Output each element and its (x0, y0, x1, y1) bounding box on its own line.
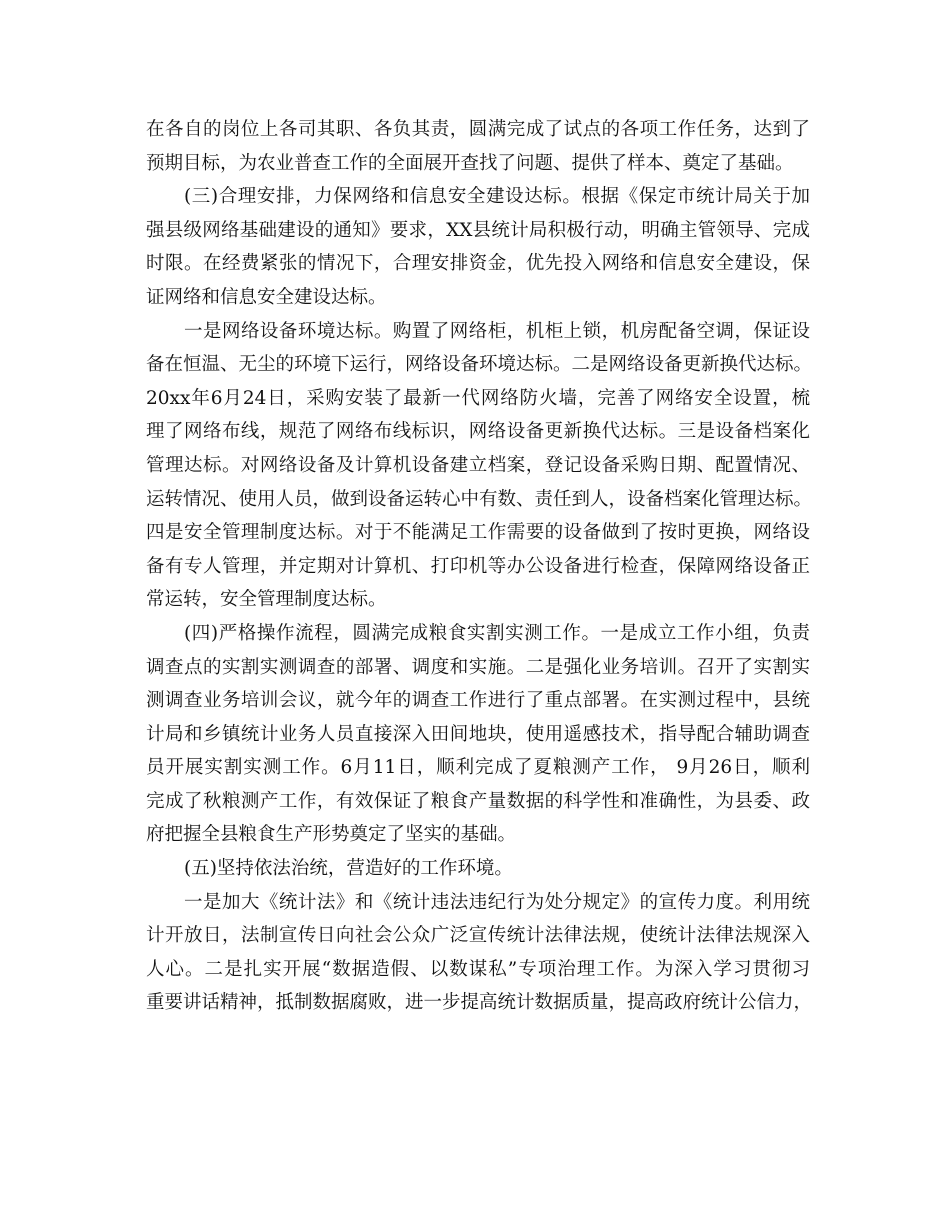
text-line: 20xx年6月24日，采购安装了最新一代网络防火墙，完善了网络安全设置，梳 (146, 387, 810, 409)
text-line: 备在恒温、无尘的环境下运行，网络设备环境达标。二是网络设备更新换代达标。 (146, 354, 813, 376)
text-line: 人心。二是扎实开展“数据造假、以数谋私”专项治理工作。为深入学习贯彻习 (146, 958, 810, 980)
text-line: (五)坚持依法治统，营造好的工作环境。 (184, 858, 513, 880)
text-line: 调查点的实割实测调查的部署、调度和实施。二是强化业务培训。召开了实割实 (146, 656, 810, 678)
text-line: 预期目标，为农业普查工作的全面展开查找了问题、提供了样本、奠定了基础。 (146, 152, 794, 174)
text-line: (三)合理安排，力保网络和信息安全建设达标。根据《保定市统计局关于加 (184, 186, 810, 208)
text-line: 运转情况、使用人员，做到设备运转心中有数、责任到人，设备档案化管理达标。 (146, 488, 813, 510)
text-line: 证网络和信息安全建设达标。 (146, 286, 387, 308)
text-line: 府把握全县粮食生产形势奠定了坚实的基础。 (146, 824, 517, 846)
text-line: 测调查业务培训会议，就今年的调查工作进行了重点部署。在实测过程中，县统 (146, 690, 810, 712)
text-line: 一是加大《统计法》和《统计违法违纪行为处分规定》的宣传力度。利用统 (184, 891, 810, 913)
text-line: 常运转，安全管理制度达标。 (146, 589, 387, 611)
text-line: (四)严格操作流程，圆满完成粮食实割实测工作。一是成立工作小组，负责 (184, 622, 810, 644)
text-line: 完成了秋粮测产工作，有效保证了粮食产量数据的科学性和准确性，为县委、政 (146, 790, 810, 812)
text-line: 时限。在经费紧张的情况下，合理安排资金，优先投入网络和信息安全建设，保 (146, 253, 810, 275)
text-line: 员开展实割实测工作。6月11日，顺利完成了夏粮测产工作， 9月26日，顺利 (146, 757, 810, 779)
text-line: 重要讲话精神，抵制数据腐败，进一步提高统计数据质量，提高政府统计公信力， (146, 992, 813, 1014)
text-line: 强县级网络基础建设的通知》要求，XX县统计局积极行动，明确主管领导、完成 (146, 219, 810, 241)
text-line: 一是网络设备环境达标。购置了网络柜，机柜上锁，机房配备空调，保证设 (184, 320, 810, 342)
text-line: 备有专人管理，并定期对计算机、打印机等办公设备进行检查，保障网络设备正 (146, 555, 810, 577)
text-line: 计局和乡镇统计业务人员直接深入田间地块，使用遥感技术，指导配合辅助调查 (146, 723, 810, 745)
text-line: 管理达标。对网络设备及计算机设备建立档案，登记设备采购日期、配置情况、 (146, 454, 810, 476)
document-body (146, 113, 813, 1020)
text-line: 在各自的岗位上各司其职、各负其责，圆满完成了试点的各项工作任务，达到了 (146, 119, 810, 140)
text-line: 四是安全管理制度达标。对于不能满足工作需要的设备做到了按时更换，网络设 (146, 522, 810, 544)
text-line: 理了网络布线，规范了网络布线标识，网络设备更新换代达标。三是设备档案化 (146, 421, 810, 443)
text-line: 计开放日，法制宣传日向社会公众广泛宣传统计法律法规，使统计法律法规深入 (146, 925, 810, 947)
